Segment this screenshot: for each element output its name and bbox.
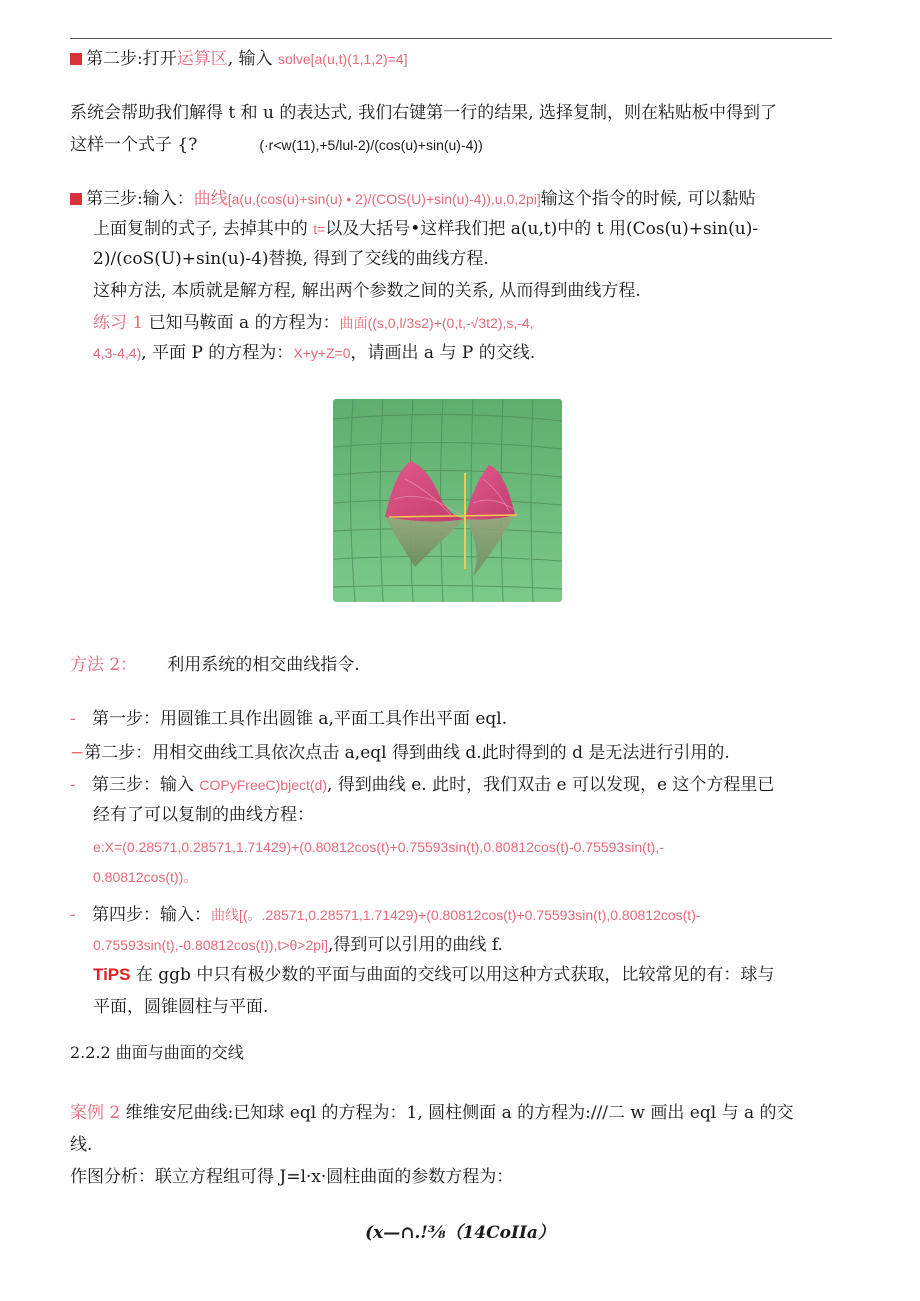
curve-equation-e: e:X=(0.28571,0.28571,1.71429)+(0.80812cos(t)+0.75593sin(t),0.80812cos(t)-0.75593sin(t),-: [93, 839, 664, 855]
step-line: 0.75593sin(t),-0.80812cos(t)),t>θ>2pi],得到可以引用的曲线 f.: [93, 935, 503, 955]
plane-equation: X+y+Z=0: [293, 345, 351, 361]
step2-label: 第二步:打开: [86, 49, 177, 69]
compute-area-link[interactable]: 运算区: [176, 49, 228, 69]
paragraph-line: 上面复制的式子, 去掉其中的 t=以及大括号•这样我们把 a(u,t)中的 t 用(Cos(u)+sin(u)-: [93, 219, 759, 239]
case2-line: 线.: [70, 1135, 93, 1155]
analysis-line: 作图分析：联立方程组可得 J=l·x·圆柱曲面的参数方程为：: [70, 1167, 514, 1187]
paragraph-line: 这种方法, 本质就是解方程, 解出两个参数之间的关系, 从而得到曲线方程.: [93, 281, 641, 301]
bullet-square-icon: [70, 193, 82, 205]
solve-command: solve[a(u,t)(1,1,2)=4]: [277, 51, 408, 67]
exercise-line: 练习 1 已知马鞍面 a 的方程为：曲面((s,0,l/3s2)+(0,t,-√3t2),s,-4,: [93, 313, 534, 333]
paragraph-line: 系统会帮助我们解得 t 和 u 的表达式, 我们右键第一行的结果, 选择复制，则在粘贴板中得到了: [70, 103, 778, 123]
case2-label: 案例 2: [70, 1103, 121, 1123]
footer-formula: (x—∩.!⅜（14CoIIa）: [365, 1223, 555, 1243]
curve-equation-e: 0.80812cos(t))。: [93, 869, 198, 885]
clipboard-expression: (·r<w(11),+5/lul-2)/(cos(u)+sin(u)-4)): [259, 137, 483, 153]
step-line: - 第四步：输入：曲线[(。.28571,0.28571,1.71429)+(0.80812cos(t)+0.75593sin(t),0.80812cos(t)-: [70, 905, 701, 925]
exercise-label: 练习 1: [93, 313, 144, 333]
section-title: 2.2.2 曲面与曲面的交线: [70, 1043, 244, 1062]
step-line: −第二步：用相交曲线工具依次点击 a,eql 得到曲线 d.此时得到的 d 是无法进行引用的.: [70, 743, 730, 763]
step-line: - 第三步：输入 COPyFreeC)bject(d), 得到曲线 e. 此时，我们双击 e 可以发现，e 这个方程里已: [70, 775, 775, 795]
paragraph-line: 这样一个式子 {? (·r<w(11),+5/lul-2)/(cos(u)+sin(u)-4)): [70, 135, 483, 155]
step-line: - 第一步：用圆锥工具作出圆锥 a,平面工具作出平面 eql.: [70, 709, 508, 729]
top-rule: [70, 38, 832, 39]
exercise-line: 4,3-4,4), 平面 P 的方程为：X+y+Z=0，请画出 a 与 P 的交线.: [93, 343, 536, 363]
method2-label: 方法 2：: [70, 655, 138, 675]
curve-command: [a(u,(cos(u)+sin(u) • 2)/(COS(U)+sin(u)-4)),u,0,2pi]: [227, 191, 541, 207]
tips-line: TiPS 在 ggb 中只有极少数的平面与曲面的交线可以用这种方式获取，比较常见的有：球与: [93, 965, 775, 985]
paragraph-line: 经有了可以复制的曲线方程：: [93, 805, 314, 825]
case2-line: 案例 2 维维安尼曲线:已知球 eql 的方程为：1, 圆柱侧面 a 的方程为:///二 w 画出 eql 与 a 的交: [70, 1103, 794, 1123]
method2-line: 方法 2： 利用系统的相交曲线指令.: [70, 655, 360, 675]
step3-line: 第三步:输入：曲线[a(u,(cos(u)+sin(u) • 2)/(COS(U)+sin(u)-4)),u,0,2pi]输这个指令的时候, 可以黏贴: [70, 188, 756, 210]
surface-command: 曲面((s,0,l/3s2)+(0,t,-√3t2),s,-4,: [339, 315, 534, 331]
tips-line: 平面，圆锥圆柱与平面.: [93, 997, 269, 1017]
tips-label: TiPS: [93, 965, 131, 984]
copy-free-object-command: COPyFreeC)bject(d): [199, 777, 327, 793]
paragraph-line: 2)/(coS(U)+sin(u)-4)替换, 得到了交线的曲线方程.: [93, 249, 489, 269]
bullet-square-icon: [70, 53, 82, 65]
saddle-surface-figure: [333, 399, 562, 602]
curve-command: 曲线[(。.28571,0.28571,1.71429)+(0.80812cos(t)+0.75593sin(t),0.80812cos(t)-: [211, 907, 701, 923]
step2-line: 第二步:打开运算区, 输入 solve[a(u,t)(1,1,2)=4]: [70, 48, 408, 70]
